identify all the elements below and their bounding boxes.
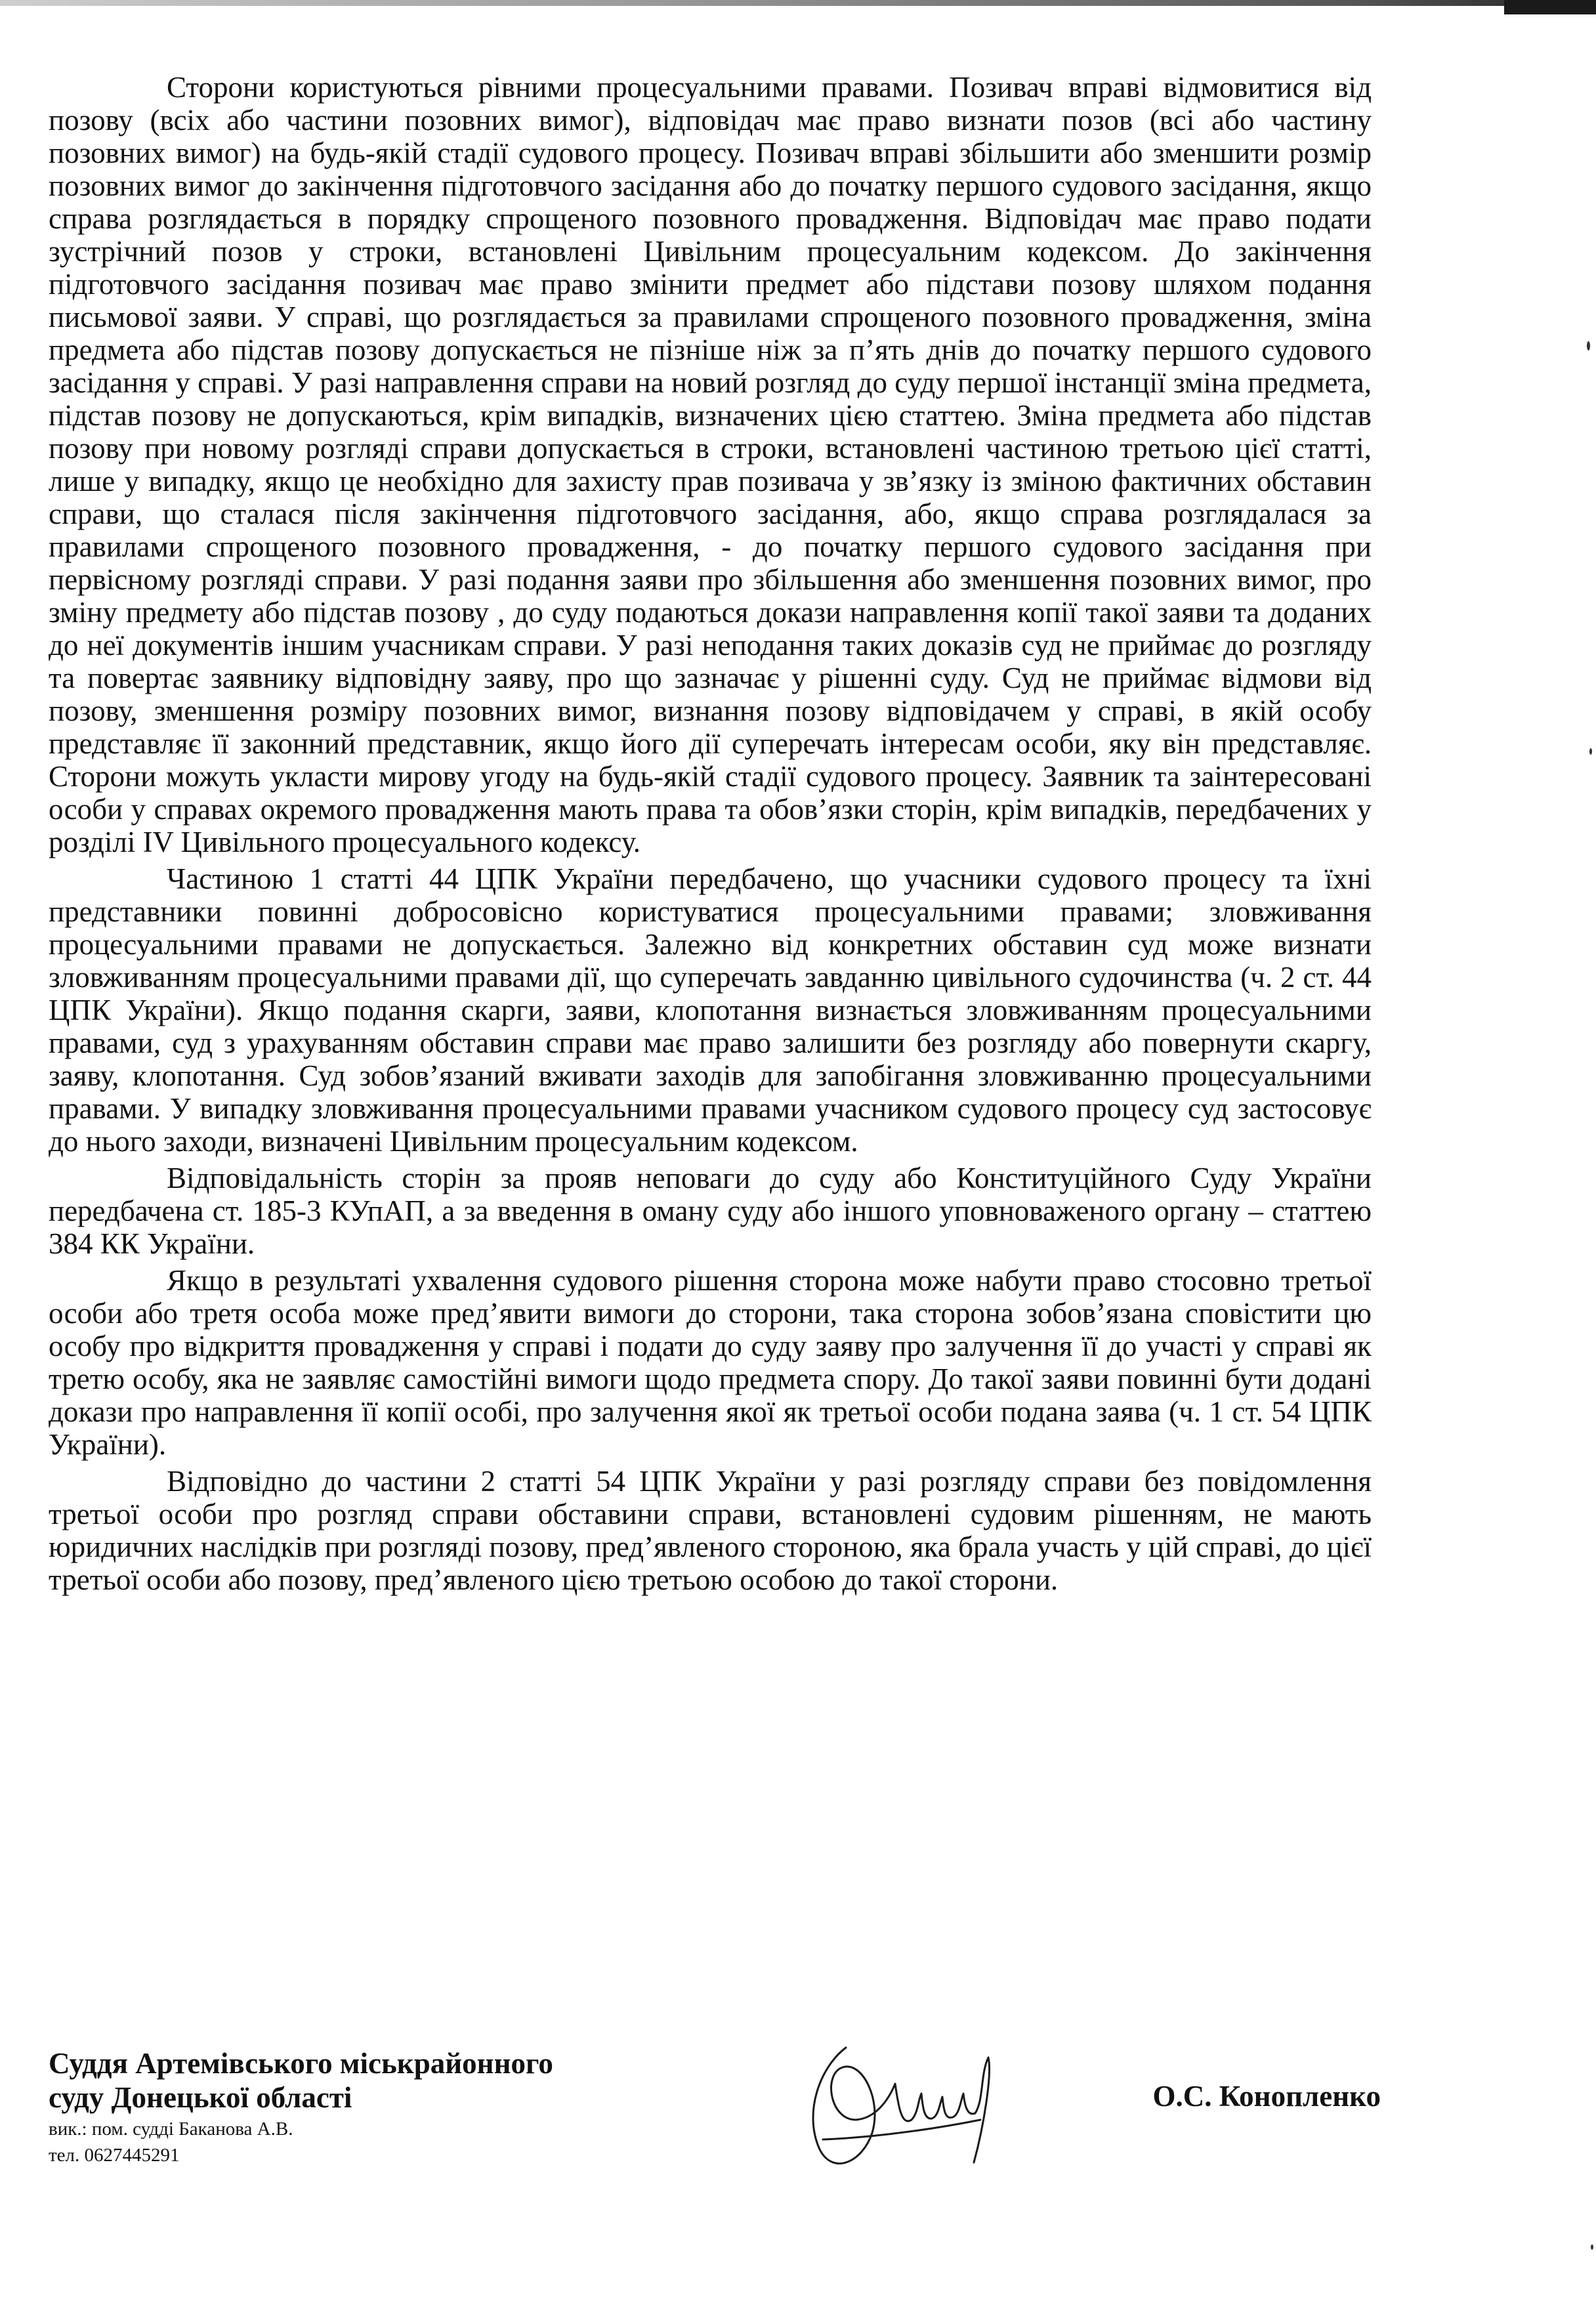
scan-speck xyxy=(1591,2244,1593,2250)
paragraph: Відповідальність сторін за прояв неповаги до суду або Конституційного Суду України передбачена ст. 185-3 КУпАП, а за введення в оману суду або іншого уповноваженого органу – статтею 384 КК України. xyxy=(49,1162,1372,1260)
judge-title-line-1: Суддя Артемівського міськрайонного xyxy=(49,2047,553,2080)
paragraph: Сторони користуються рівними процесуальними правами. Позивач вправі відмовитися від позову (всіх або частини позовних вимог), відповідач має право визнати позов (всі або частину позовних вимог) на будь-якій стадії судового процесу. Позивач вправі збільшити або зменшити розмір позовних вимог до закінчення підготовчого засідання або до початку першого судового засідання, якщо справа розглядається в порядку спрощеного позовного провадження. Відповідач має право подати зустрічний позов у строки, встановлені Цивільним процесуальним кодексом. До закінчення підготовчого засідання позивач має право змінити предмет або підстави позову шляхом подання письмової заяви. У справі, що розглядається за правилами спрощеного позовного провадження, зміна предмета або підстав позову допускається не пізніше ніж за п’ять днів до початку першого судового засідання у справі. У разі направлення справи на новий розгляд до суду першої інстанції зміна предмета, підстав позову не допускаються, крім випадків, визначених цією статтею. Зміна предмета або підстав позову при новому розгляді справи допускається в строки, встановлені частиною третьою цієї статті, лише у випадку, якщо це необхідно для захисту прав позивача у зв’язку із зміною фактичних обставин справи, що сталася після закінчення підготовчого засідання, або, якщо справа розглядалася за правилами спрощеного позовного провадження, - до початку першого судового засідання при первісному розгляді справи. У разі подання заяви про збільшення або зменшення позовних вимог, про зміну предмету або підстав позову , до суду подаються докази направлення копії такої заяви та доданих до неї документів іншим учасникам справи. У разі неподання таких доказів суд не приймає до розгляду та повертає заявнику відповідну заяву, про що зазначає у рішенні суду. Суд не приймає відмови від позову, зменшення розміру позовних вимог, визнання позову відповідачем у справі, в якій особу представляє її законний представник, якщо його дії суперечать інтересам особи, яку він представляє. Сторони можуть укласти мирову угоду на будь-якій стадії судового процесу. Заявник та заінтересовані особи у справах окремого провадження мають права та обов’язки сторін, крім випадків, передбачених у розділі IV Цивільного процесуального кодексу. xyxy=(49,71,1372,858)
executor-note: вик.: пом. судді Баканова А.В. xyxy=(49,2118,293,2139)
paragraph: Відповідно до частини 2 статті 54 ЦПК України у разі розгляду справи без повідомлення третьої особи про розгляд справи обставини справи, встановлені судовим рішенням, не мають юридичних наслідків при розгляді позову, пред’явленого стороною, яка брала участь у цій справі, до цієї третьої особи або позову, пред’явленого цією третьою особою до такої сторони. xyxy=(49,1465,1372,1596)
handwritten-signature xyxy=(784,2021,1026,2179)
judge-name: О.С. Конопленко xyxy=(1152,2080,1381,2113)
signature-block xyxy=(49,2034,1381,2185)
judge-title-line-2: суду Донецької області xyxy=(49,2081,352,2114)
scan-speck xyxy=(1589,748,1592,755)
scan-speck xyxy=(1587,341,1590,350)
paragraph: Якщо в результаті ухвалення судового рішення сторона може набути право стосовно третьої особи або третя особа може пред’явити вимоги до сторони, така сторона зобов’язана сповістити цю особу про відкриття провадження у справі і подати до суду заяву про залучення її до участі у справі як третю особу, яка не заявляє самостійні вимоги щодо предмета спору. До такої заяви повинні бути додані докази про направлення її копії особі, про залучення якої як третьої особи подана заява (ч. 1 ст. 54 ЦПК України). xyxy=(49,1264,1372,1461)
phone-note: тел. 0627445291 xyxy=(49,2145,180,2166)
document-body xyxy=(49,71,1372,1600)
paragraph: Частиною 1 статті 44 ЦПК України передбачено, що учасники судового процесу та їхні представники повинні добросовісно користуватися процесуальними правами; зловживання процесуальними правами не допускається. Залежно від конкретних обставин суд може визнати зловживанням процесуальними правами дії, що суперечать завданню цивільного судочинства (ч. 2 ст. 44 ЦПК України). Якщо подання скарги, заяви, клопотання визнається зловживанням процесуальними правами, суд з урахуванням обставин справи має право залишити без розгляду або повернути скаргу, заяву, клопотання. Суд зобов’язаний вживати заходів для запобігання зловживанню процесуальними правами. У випадку зловживання процесуальними правами учасником судового процесу суд застосовує до нього заходи, визначені Цивільним процесуальним кодексом. xyxy=(49,862,1372,1158)
scan-edge-corner xyxy=(1504,0,1596,14)
scan-edge-top xyxy=(0,0,1596,6)
